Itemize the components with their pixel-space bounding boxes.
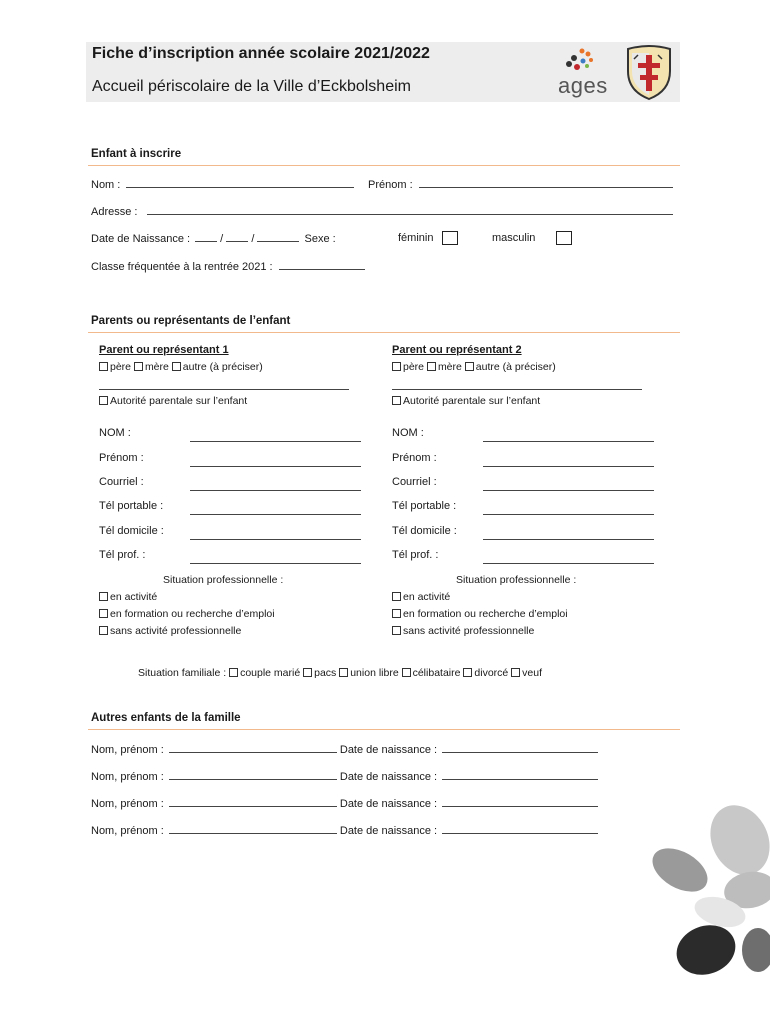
parent1-pere-label: père bbox=[110, 361, 132, 373]
parent1-sans-activite-row bbox=[99, 625, 241, 637]
parent2-tel-domicile-label: Tél domicile : bbox=[392, 525, 457, 537]
autre-nom-label: Nom, prénom : bbox=[91, 744, 164, 756]
parent1-activite-label: en activité bbox=[110, 591, 158, 603]
parent2-activite-label: en activité bbox=[403, 591, 451, 603]
page-subtitle: Accueil périscolaire de la Ville d’Eckbolsheim bbox=[92, 78, 411, 95]
parent2-pere-label: père bbox=[403, 361, 425, 373]
parent1-heading: Parent ou représentant 1 bbox=[99, 344, 229, 356]
option-celibataire: célibataire bbox=[412, 667, 461, 679]
sexe-label: Sexe : bbox=[304, 233, 336, 245]
parent2-autre-checkbox[interactable] bbox=[465, 362, 474, 371]
autre-date-input[interactable] bbox=[442, 769, 598, 780]
parent1-courriel-input[interactable] bbox=[190, 480, 361, 491]
adresse-row bbox=[91, 204, 673, 218]
autre-nom-label: Nom, prénom : bbox=[91, 771, 164, 783]
option-checkbox[interactable] bbox=[463, 668, 472, 677]
date-year-input[interactable] bbox=[257, 231, 299, 242]
date-day-input[interactable] bbox=[195, 231, 217, 242]
parent2-heading: Parent ou représentant 2 bbox=[392, 344, 522, 356]
classe-label: Classe fréquentée à la rentrée 2021 : bbox=[91, 261, 273, 273]
situation-familiale-row bbox=[138, 667, 542, 679]
option-veuf: veuf bbox=[522, 667, 543, 679]
classe-row bbox=[91, 259, 365, 273]
parent1-activite-checkbox[interactable] bbox=[99, 592, 108, 601]
parent2-prenom-input[interactable] bbox=[483, 456, 654, 467]
parent2-nom-label: NOM : bbox=[392, 427, 424, 439]
parent1-autorite-row bbox=[99, 395, 247, 407]
parent2-tel-prof-label: Tél prof. : bbox=[392, 549, 439, 561]
nom-input[interactable] bbox=[126, 177, 354, 188]
autre-nom-input[interactable] bbox=[169, 769, 337, 780]
parent2-autre-label: autre (à préciser) bbox=[475, 361, 556, 373]
prenom-label: Prénom : bbox=[368, 179, 413, 191]
parent1-mere-label: mère bbox=[144, 361, 169, 373]
autre-date-label: Date de naissance : bbox=[339, 798, 438, 810]
option-checkbox[interactable] bbox=[229, 668, 238, 677]
parent2-tel-portable-label: Tél portable : bbox=[392, 500, 457, 512]
option-union-libre: union libre bbox=[350, 667, 399, 679]
parent1-formation-checkbox[interactable] bbox=[99, 609, 108, 618]
parent2-autorite-row bbox=[392, 395, 540, 407]
situation-familiale-label: Situation familiale : bbox=[138, 667, 227, 679]
autre-nom-input[interactable] bbox=[169, 823, 337, 834]
parent1-situation-pro-label: Situation professionnelle : bbox=[163, 574, 284, 586]
autre-date-label: Date de naissance : bbox=[339, 771, 438, 783]
parent2-tel-prof-input[interactable] bbox=[483, 553, 654, 564]
masculin-option bbox=[492, 231, 572, 245]
option-checkbox[interactable] bbox=[511, 668, 520, 677]
autre-nom-input[interactable] bbox=[169, 796, 337, 807]
parent2-autorite-checkbox[interactable] bbox=[392, 396, 401, 405]
autre-date-input[interactable] bbox=[442, 796, 598, 807]
parent1-tel-domicile-label: Tél domicile : bbox=[99, 525, 164, 537]
parent2-autre-input[interactable] bbox=[392, 379, 642, 390]
parent1-courriel-label: Courriel : bbox=[99, 476, 144, 488]
feminin-label: féminin bbox=[398, 231, 434, 244]
masculin-label: masculin bbox=[492, 231, 536, 244]
option-pacs: pacs bbox=[314, 667, 337, 679]
parent2-activite-checkbox[interactable] bbox=[392, 592, 401, 601]
parent1-nom-label: NOM : bbox=[99, 427, 131, 439]
parent2-tel-domicile-input[interactable] bbox=[483, 529, 654, 540]
parent1-mere-checkbox[interactable] bbox=[134, 362, 143, 371]
parent2-situation-pro-label: Situation professionnelle : bbox=[456, 574, 577, 586]
section-title-autres: Autres enfants de la famille bbox=[91, 712, 241, 724]
parent2-formation-label: en formation ou recherche d’emploi bbox=[403, 608, 568, 620]
adresse-label: Adresse : bbox=[91, 206, 138, 218]
parent1-autre-checkbox[interactable] bbox=[172, 362, 181, 371]
option-checkbox[interactable] bbox=[339, 668, 348, 677]
parent1-activite-row bbox=[99, 591, 157, 603]
parent2-courriel-input[interactable] bbox=[483, 480, 654, 491]
nom-label: Nom : bbox=[91, 179, 121, 191]
parent1-formation-row bbox=[99, 608, 275, 620]
date-month-input[interactable] bbox=[226, 231, 248, 242]
autre-date-input[interactable] bbox=[442, 823, 598, 834]
option-couple-marie: couple marié bbox=[240, 667, 301, 679]
parent2-nom-input[interactable] bbox=[483, 431, 654, 442]
option-checkbox[interactable] bbox=[303, 668, 312, 677]
adresse-input[interactable] bbox=[147, 204, 673, 215]
parent2-tel-portable-input[interactable] bbox=[483, 504, 654, 515]
autre-enfant-row bbox=[91, 796, 598, 810]
autre-enfant-row bbox=[91, 742, 598, 756]
autre-date-label: Date de naissance : bbox=[339, 744, 438, 756]
parent1-tel-prof-input[interactable] bbox=[190, 553, 361, 564]
feminin-option bbox=[398, 231, 458, 245]
autre-date-input[interactable] bbox=[442, 742, 598, 753]
autre-enfant-row bbox=[91, 769, 598, 783]
parent1-prenom-label: Prénom : bbox=[99, 452, 144, 464]
date-label: Date de Naissance : bbox=[91, 233, 191, 245]
ages-logo-text: ages bbox=[558, 73, 608, 98]
parent2-pere-checkbox[interactable] bbox=[392, 362, 401, 371]
section-rule bbox=[88, 332, 680, 333]
autre-nom-label: Nom, prénom : bbox=[91, 825, 164, 837]
parent1-relation-row bbox=[99, 361, 263, 373]
section-title-enfant: Enfant à inscrire bbox=[91, 148, 182, 160]
parent2-formation-row bbox=[392, 608, 568, 620]
prenom-input[interactable] bbox=[419, 177, 673, 188]
nom-row bbox=[91, 177, 354, 191]
parent2-sans-activite-row bbox=[392, 625, 534, 637]
parent2-courriel-label: Courriel : bbox=[392, 476, 437, 488]
parent2-sans-activite-label: sans activité professionnelle bbox=[403, 625, 535, 637]
section-rule bbox=[88, 729, 680, 730]
autre-enfant-row bbox=[91, 823, 598, 837]
parent1-autorite-checkbox[interactable] bbox=[99, 396, 108, 405]
masculin-checkbox[interactable] bbox=[556, 231, 572, 245]
parent2-relation-row bbox=[392, 361, 556, 373]
parent1-autre-input[interactable] bbox=[99, 379, 349, 390]
prenom-row bbox=[368, 177, 673, 191]
section-title-parents: Parents ou représentants de l’enfant bbox=[91, 315, 291, 327]
parent2-activite-row bbox=[392, 591, 450, 603]
parent1-sans-activite-checkbox[interactable] bbox=[99, 626, 108, 635]
parent2-mere-label: mère bbox=[437, 361, 462, 373]
feminin-checkbox[interactable] bbox=[442, 231, 458, 245]
parent2-prenom-label: Prénom : bbox=[392, 452, 437, 464]
parent2-formation-checkbox[interactable] bbox=[392, 609, 401, 618]
parent1-tel-portable-label: Tél portable : bbox=[99, 500, 164, 512]
autre-date-label: Date de naissance : bbox=[339, 825, 438, 837]
parent1-prenom-input[interactable] bbox=[190, 456, 361, 467]
parent1-pere-checkbox[interactable] bbox=[99, 362, 108, 371]
page-title: Fiche d’inscription année scolaire 2021/2022 bbox=[92, 45, 430, 62]
parent2-sans-activite-checkbox[interactable] bbox=[392, 626, 401, 635]
city-shield-icon bbox=[624, 45, 674, 101]
autre-nom-label: Nom, prénom : bbox=[91, 798, 164, 810]
option-divorce: divorcé bbox=[474, 667, 509, 679]
parent2-autorite-label: Autorité parentale sur l’enfant bbox=[403, 395, 541, 407]
parent1-formation-label: en formation ou recherche d’emploi bbox=[110, 608, 275, 620]
parent1-tel-prof-label: Tél prof. : bbox=[99, 549, 146, 561]
parent1-tel-portable-input[interactable] bbox=[190, 504, 361, 515]
section-rule bbox=[88, 165, 680, 166]
parent1-tel-domicile-input[interactable] bbox=[190, 529, 361, 540]
parent1-sans-activite-label: sans activité professionnelle bbox=[110, 625, 242, 637]
decorative-petals-icon bbox=[640, 800, 770, 1024]
classe-input[interactable] bbox=[279, 259, 365, 270]
parent1-autre-label: autre (à préciser) bbox=[182, 361, 263, 373]
date-row: Date de Naissance : / / Sexe : bbox=[91, 233, 336, 245]
parent2-mere-checkbox[interactable] bbox=[427, 362, 436, 371]
parent1-nom-input[interactable] bbox=[190, 431, 361, 442]
autre-nom-input[interactable] bbox=[169, 742, 337, 753]
parent1-autorite-label: Autorité parentale sur l’enfant bbox=[110, 395, 248, 407]
option-checkbox[interactable] bbox=[402, 668, 411, 677]
